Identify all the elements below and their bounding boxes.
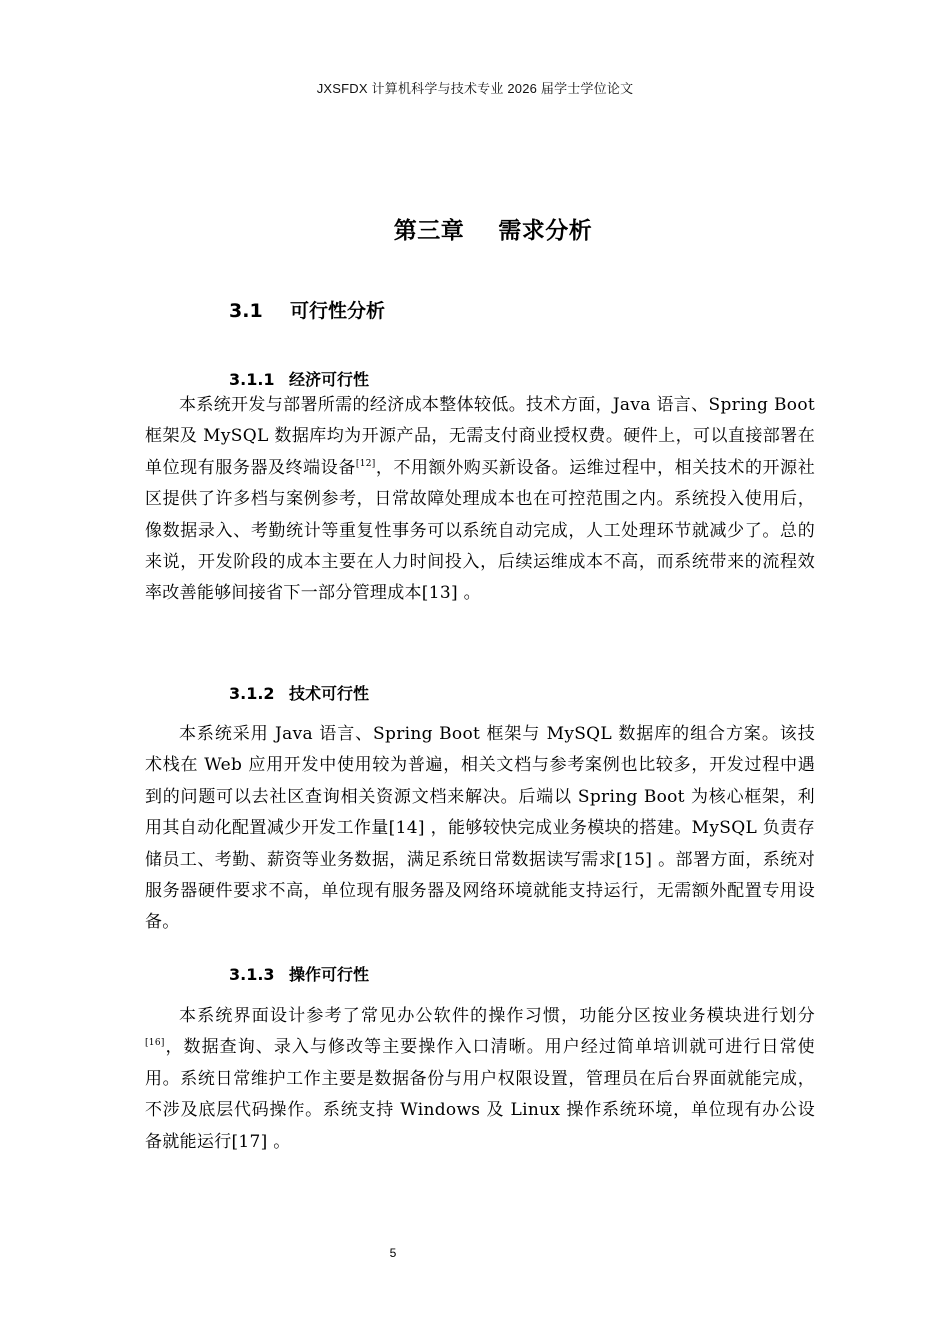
paragraph-text: ，不用额外购买新设备。运维过程中，相关技术的开源社区提供了许多档与案例参考，日常故障处理成本也在可控范围之内。系统投入使用后，像数据录入、考勤统计等重复性事务可以系统自动完成，人工处理环节就减少了。总的来说，开发阶段的成本主要在人力时间投入，后续运维成本不高，而系统带来的流程效率改善能够间接省下一部分管理成本[13] 。 <box>145 457 816 604</box>
citation-marker: [16] <box>145 1038 165 1049</box>
subsection-title: 操作可行性 <box>289 965 370 984</box>
section-number: 3.1 <box>229 300 263 322</box>
paragraph-text: 本系统界面设计参考了常见办公软件的操作习惯，功能分区按业务模块进行划分 <box>179 1006 815 1026</box>
subsection-number: 3.1.1 <box>229 370 275 389</box>
chapter-number: 第三章 <box>393 218 465 244</box>
paragraph-text: 本系统开发与部署所需的经济成本整体较低。技术方面，Java 语言、Spring Boot 框架及 MySQL 数据库均为开源产品，无需支付商业授权费。硬件上，可以直接部署在单位现有服务器及终端设备 <box>145 395 815 478</box>
subsection-number: 3.1.2 <box>229 684 275 703</box>
subsection-heading-3-1-1 <box>229 367 369 390</box>
paragraph-technical-feasibility: 本系统采用 Java 语言、Spring Boot 框架与 MySQL 数据库的组合方案。该技术栈在 Web 应用开发中使用较为普遍，相关文档与参考案例也比较多，开发过程中遇到的问题可以去社区查询相关资源文档来解决。后端以 Spring Boot 为核心框架，利用其自动化配置减少开发工作量[14] ，能够较快完成业务模块的搭建。MySQL 负责存储员工、考勤、薪资等业务数据，满足系统日常数据读写需求[15] 。部署方面，系统对服务器硬件要求不高，单位现有服务器及网络环境就能支持运行，无需额外配置专用设备。 <box>145 724 815 933</box>
subsection-heading-3-1-3 <box>229 962 369 985</box>
section-title: 可行性分析 <box>290 300 386 322</box>
section-heading-3-1 <box>229 296 385 323</box>
chapter-title <box>0 212 950 245</box>
subsection-title: 经济可行性 <box>289 370 370 389</box>
paragraph-economic-feasibility <box>145 390 815 610</box>
chapter-name: 需求分析 <box>498 218 593 244</box>
paragraph-text: ，数据查询、录入与修改等主要操作入口清晰。用户经过简单培训就可进行日常使用。系统日常维护工作主要是数据备份与用户权限设置，管理员在后台界面就能完成，不涉及底层代码操作。系统支持 Windows 及 Linux 操作系统环境，单位现有办公设备就能运行[17] 。 <box>145 1037 815 1152</box>
running-header: JXSFDX 计算机科学与技术专业 2026 届学士学位论文 <box>316 81 634 96</box>
page-number: 5 <box>389 1246 397 1260</box>
subsection-title: 技术可行性 <box>289 684 370 703</box>
paragraph-operational-feasibility <box>145 1001 815 1158</box>
citation-marker: [12] <box>355 458 376 469</box>
subsection-number: 3.1.3 <box>229 965 275 984</box>
subsection-heading-3-1-2 <box>229 681 369 704</box>
